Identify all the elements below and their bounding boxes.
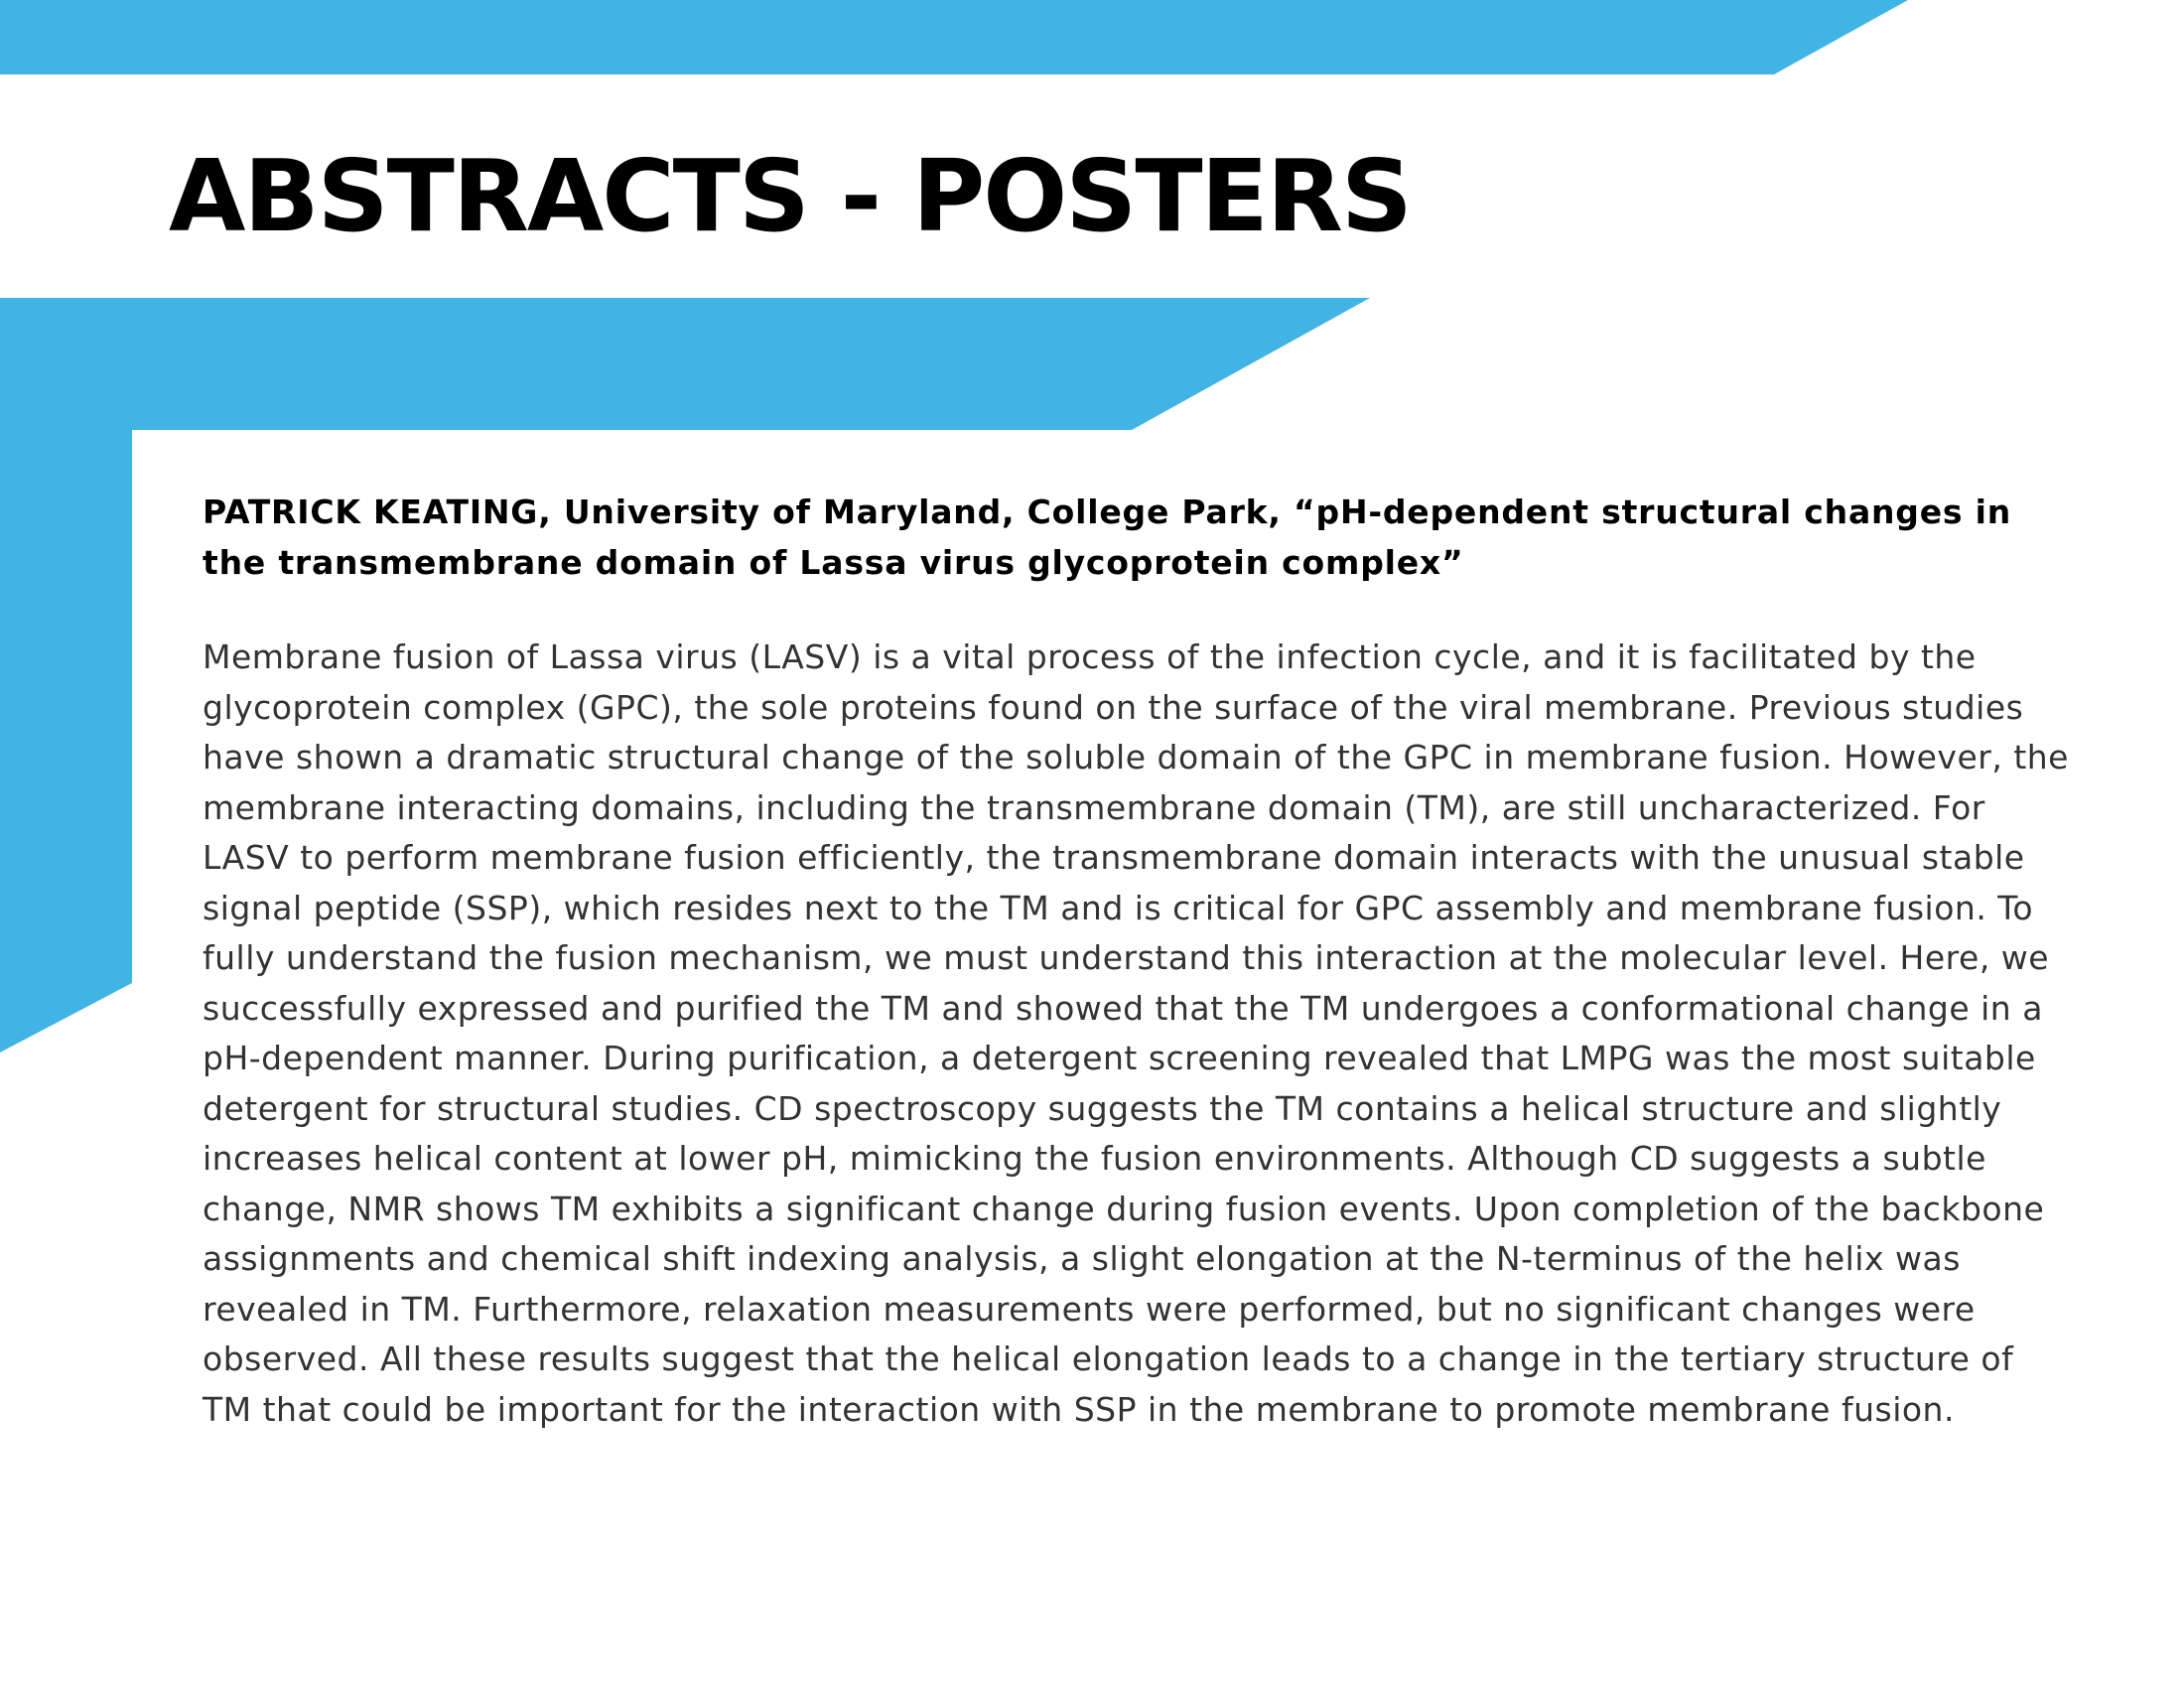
abstract-heading: PATRICK KEATING, University of Maryland, College Park, “pH-dependent structural changes in the transmembrane domain of Lassa virus glycoprotein complex” — [203, 492, 2012, 582]
top-accent-band — [0, 0, 1908, 74]
abstract-section — [203, 487, 2069, 1435]
page-title: ABSTRACTS - POSTERS — [169, 138, 1411, 254]
abstract-body: Membrane fusion of Lassa virus (LASV) is a vital process of the infection cycle, and it is facilitated by the glycoprotein complex (GPC), the sole proteins found on the surface of the viral membrane. Previous studies have shown a dramatic structural change of the soluble domain of the GPC in membrane fusion. However, the membrane interacting domains, including the transmembrane domain (TM), are still uncharacterized. For LASV to perform membrane fusion efficiently, the transmembrane domain interacts with the unusual stable signal peptide (SSP), which resides next to the TM and is critical for GPC assembly and membrane fusion. To fully understand the fusion mechanism, we must understand this interaction at the molecular level. Here, we successfully expressed and purified the TM and showed that the TM undergoes a conformational change in a pH-dependent manner. During purification, a detergent screening revealed that LMPG was the most suitable detergent for structural studies. CD spectroscopy suggests the TM contains a helical structure and slightly increases helical content at lower pH, mimicking the fusion environments. Although CD suggests a subtle change, NMR shows TM exhibits a significant change during fusion events. Upon completion of the backbone assignments and chemical shift indexing analysis, a slight elongation at the N-terminus of the helix was revealed in TM. Furthermore, relaxation measurements were performed, but no significant changes were observed. All these results suggest that the helical elongation leads to a change in the tertiary structure of TM that could be important for the interaction with SSP in the membrane to promote membrane fusion. — [203, 637, 2069, 1429]
